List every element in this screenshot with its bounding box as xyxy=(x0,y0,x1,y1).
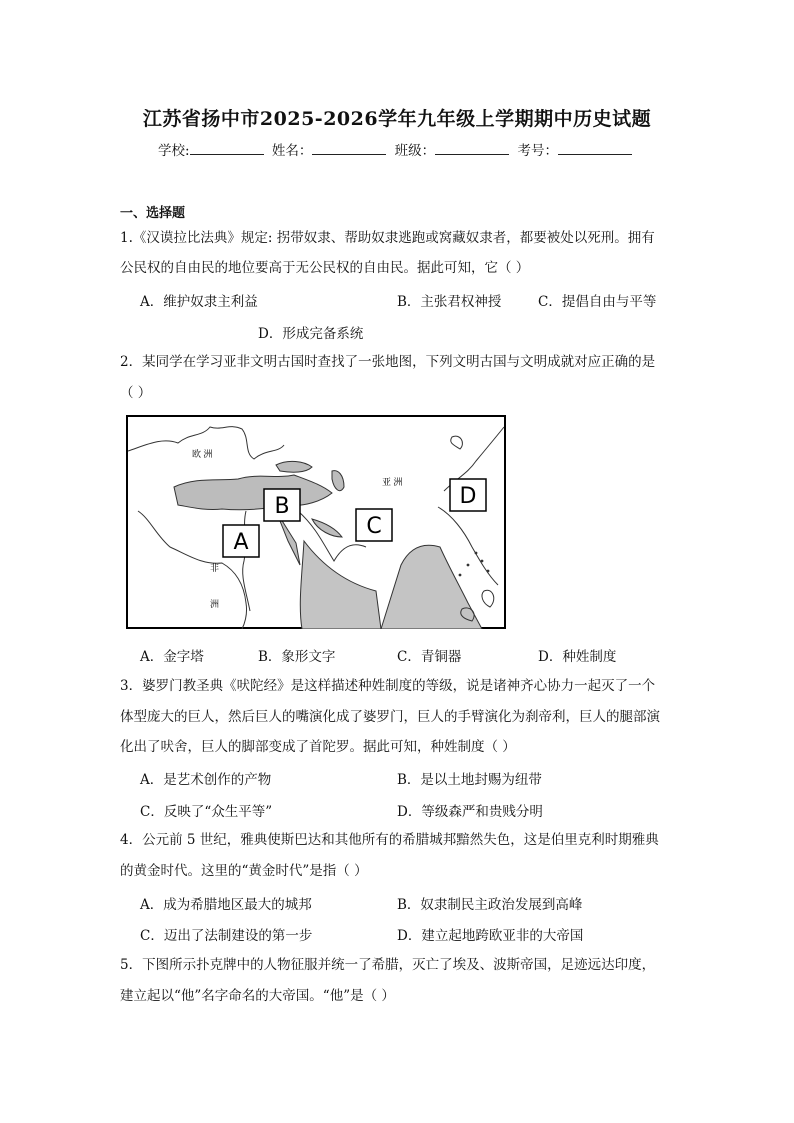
map-box-b-label: B xyxy=(274,494,290,519)
question-1-line-2: 公民权的自由民的地位要高于无公民权的自由民。据此可知，它（ ） xyxy=(120,260,530,276)
question-3-line-2: 体型庞大的巨人，然后巨人的嘴演化成了婆罗门，巨人的手臂演化为刹帝利，巨人的腿部演 xyxy=(120,709,660,725)
q2-option-c[interactable]: C．青铜器 xyxy=(397,649,462,665)
q4-option-a[interactable]: A．成为希腊地区最大的城邦 xyxy=(140,897,312,913)
question-2-line-1: 2．某同学在学习亚非文明古国时查找了一张地图，下列文明古国与文明成就对应正确的是 xyxy=(120,354,656,370)
map-label-europe: 欧 洲 xyxy=(192,449,213,459)
exam-number-blank[interactable] xyxy=(558,142,632,155)
q1-option-a[interactable]: A．维护奴隶主利益 xyxy=(140,294,258,310)
map-label-africa-1: 非 xyxy=(210,563,220,573)
q3-option-c[interactable]: C．反映了“众生平等” xyxy=(140,804,273,820)
q4-option-b[interactable]: B．奴隶制民主政治发展到高峰 xyxy=(397,897,583,913)
q1-option-b[interactable]: B．主张君权神授 xyxy=(397,294,502,310)
q1-option-c[interactable]: C．提倡自由与平等 xyxy=(538,294,657,310)
q4-option-c[interactable]: C．迈出了法制建设的第一步 xyxy=(140,928,313,944)
q2-option-a[interactable]: A．金字塔 xyxy=(140,649,204,665)
student-info-line xyxy=(0,139,794,159)
map-box-a xyxy=(223,525,259,557)
exam-number-label: 考号： xyxy=(517,143,558,159)
q3-option-a[interactable]: A．是艺术创作的产物 xyxy=(140,772,272,788)
map-label-asia: 亚 洲 xyxy=(382,477,403,487)
name-blank[interactable] xyxy=(312,142,386,155)
question-2-line-2: （ ） xyxy=(120,385,152,401)
map-box-c xyxy=(356,509,392,541)
question-4-line-1: 4．公元前 5 世纪，雅典使斯巴达和其他所有的希腊城邦黯然失色，这是伯里克利时期雅典 xyxy=(120,832,659,848)
question-5-line-2: 建立起以“他”名字命名的大帝国。“他”是（ ） xyxy=(120,988,395,1004)
school-blank[interactable] xyxy=(190,142,264,155)
page-title: 江苏省扬中市2025-2026学年九年级上学期期中历史试题 xyxy=(142,108,652,130)
question-4-line-2: 的黄金时代。这里的“黄金时代”是指（ ） xyxy=(120,863,368,879)
school-label: 学校: xyxy=(158,143,190,159)
class-blank[interactable] xyxy=(435,142,509,155)
q4-option-d[interactable]: D．建立起地跨欧亚非的大帝国 xyxy=(397,928,584,944)
q3-option-d[interactable]: D．等级森严和贵贱分明 xyxy=(397,804,543,820)
class-label: 班级： xyxy=(394,143,436,159)
q2-option-d[interactable]: D．种姓制度 xyxy=(538,649,617,665)
question-3-line-3: 化出了吠舍，巨人的脚部变成了首陀罗。据此可知，种姓制度（ ） xyxy=(120,739,516,755)
map-box-b xyxy=(264,489,300,521)
q1-option-d[interactable]: D．形成完备系统 xyxy=(258,326,364,342)
map-box-d-label: D xyxy=(459,484,477,509)
map-label-africa-2: 洲 xyxy=(210,599,220,609)
map-box-a-label: A xyxy=(233,530,249,555)
q3-option-b[interactable]: B．是以土地封赐为纽带 xyxy=(397,772,542,788)
question-3-line-1: 3．婆罗门教圣典《吠陀经》是这样描述种姓制度的等级，说是诸神齐心协力一起灭了一个 xyxy=(120,678,656,694)
section-heading: 一、选择题 xyxy=(120,206,186,221)
question-5-line-1: 5．下图所示扑克牌中的人物征服并统一了希腊，灭亡了埃及、波斯帝国，足迹远达印度， xyxy=(120,957,656,973)
q2-option-b[interactable]: B．象形文字 xyxy=(258,649,336,665)
map-box-c-label: C xyxy=(366,514,382,539)
ancient-civilizations-map xyxy=(126,415,506,629)
question-1-line-1: 1.《汉谟拉比法典》规定: 拐带奴隶、帮助奴隶逃跑或窝藏奴隶者，都要被处以死刑。拥有 xyxy=(120,230,655,246)
name-label: 姓名： xyxy=(271,143,313,159)
map-box-d xyxy=(450,479,486,511)
